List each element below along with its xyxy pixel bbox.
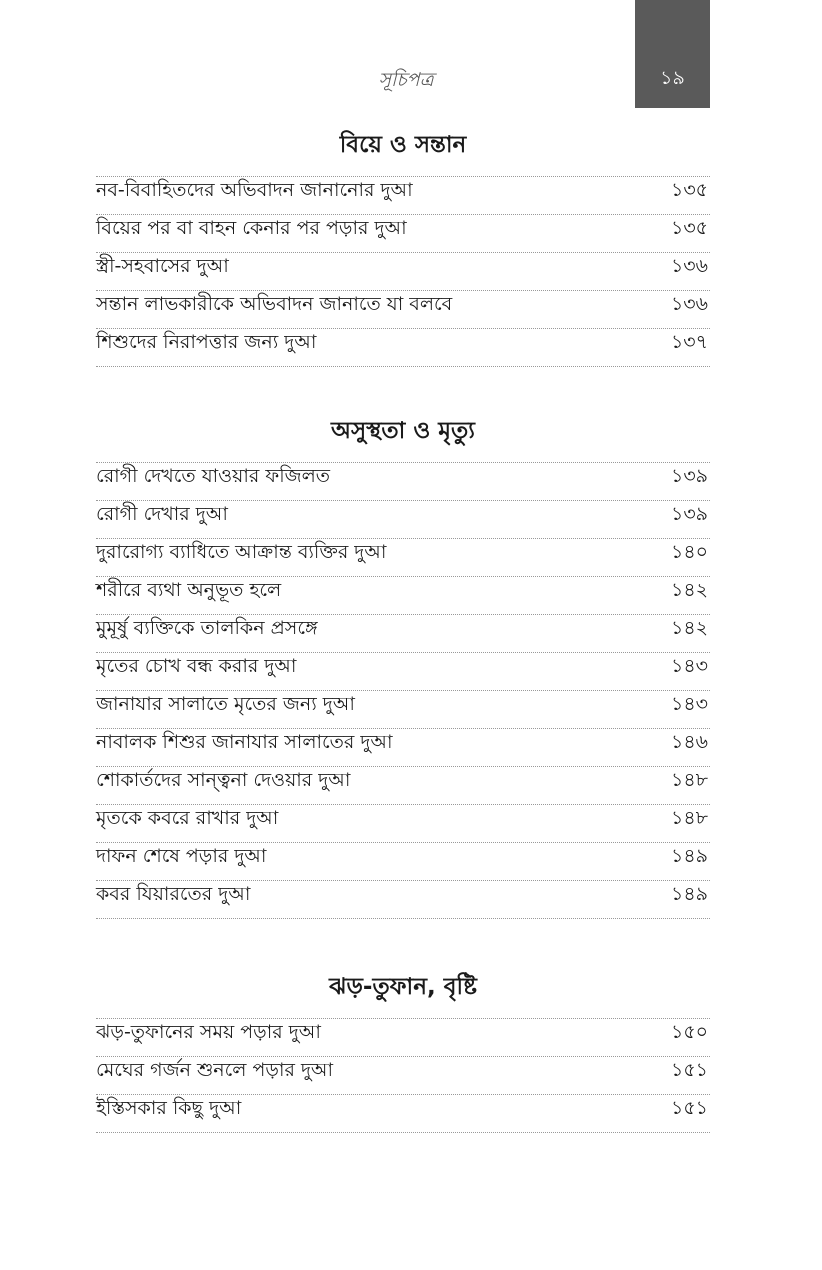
toc-entry[interactable] xyxy=(96,1095,710,1133)
toc-entry-page: ১৪২ xyxy=(670,579,708,601)
toc-entry-page: ১৩৯ xyxy=(670,503,708,525)
toc-entry[interactable] xyxy=(96,329,710,367)
toc-entry-title: মৃতকে কবরে রাখার দুআ xyxy=(96,807,279,829)
toc-entry-page: ১৪৩ xyxy=(670,655,708,677)
toc-entry[interactable] xyxy=(96,843,710,881)
toc-entry[interactable] xyxy=(96,577,710,615)
toc-entry-page: ১৫১ xyxy=(671,1097,708,1119)
toc-entry-page: ১৫০ xyxy=(670,1021,708,1043)
toc-entry-page: ১৪৩ xyxy=(670,693,708,715)
toc-entry-title: দাফন শেষে পড়ার দুআ xyxy=(96,845,267,867)
toc-entry-title: রোগী দেখার দুআ xyxy=(96,503,228,525)
section-illness-death xyxy=(96,416,710,919)
toc-entry-title: শোকার্তদের সান্ত্বনা দেওয়ার দুআ xyxy=(96,769,351,791)
toc-entry-title: বিয়ের পর বা বাহন কেনার পর পড়ার দুআ xyxy=(96,217,407,239)
toc-entry-page: ১৩৫ xyxy=(670,217,708,239)
section-marriage-children xyxy=(96,130,710,367)
toc-entry[interactable] xyxy=(96,539,710,577)
toc-entry-title: শরীরে ব্যথা অনুভূত হলে xyxy=(96,579,282,601)
section-title: অসুস্থতা ও মৃত্যু xyxy=(331,418,475,444)
toc-entry[interactable] xyxy=(96,615,710,653)
toc-entry-title: শিশুদের নিরাপত্তার জন্য দুআ xyxy=(96,331,317,353)
toc-entry-page: ১৪৬ xyxy=(670,731,708,753)
toc-entry-page: ১৪৮ xyxy=(671,807,708,829)
toc-entry[interactable] xyxy=(96,253,710,291)
toc-entry[interactable] xyxy=(96,177,710,215)
toc-entry[interactable] xyxy=(96,291,710,329)
toc-entry[interactable] xyxy=(96,805,710,843)
toc-entry[interactable] xyxy=(96,881,710,919)
toc-entry[interactable] xyxy=(96,215,710,253)
section-title: বিয়ে ও সন্তান xyxy=(339,132,467,158)
running-header: সূচিপত্র xyxy=(378,69,434,91)
toc-entry[interactable] xyxy=(96,501,710,539)
toc-list xyxy=(96,462,710,919)
toc-entry-title: স্ত্রী-সহবাসের দুআ xyxy=(96,255,229,277)
page-number: ১৯ xyxy=(660,67,685,89)
toc-entry-page: ১৪৮ xyxy=(671,769,708,791)
page-number-tab xyxy=(635,0,710,108)
toc-entry[interactable] xyxy=(96,729,710,767)
toc-list xyxy=(96,176,710,367)
section-title: ঝড়-তুফান, বৃষ্টি xyxy=(329,974,477,1000)
toc-entry[interactable] xyxy=(96,1019,710,1057)
toc-entry-title: সন্তান লাভকারীকে অভিবাদন জানাতে যা বলবে xyxy=(96,293,453,315)
toc-entry-title: জানাযার সালাতে মৃতের জন্য দুআ xyxy=(96,693,355,715)
toc-entry-title: মুমূর্ষু ব্যক্তিকে তালকিন প্রসঙ্গে xyxy=(96,617,318,639)
toc-entry-title: রোগী দেখতে যাওয়ার ফজিলত xyxy=(96,465,331,487)
toc-entry-title: নব-বিবাহিতদের অভিবাদন জানানোর দুআ xyxy=(96,179,413,201)
toc-entry-page: ১৩৬ xyxy=(670,255,708,277)
toc-entry-title: মেঘের গর্জন শুনলে পড়ার দুআ xyxy=(96,1059,334,1081)
toc-entry-page: ১৩৫ xyxy=(670,179,708,201)
section-storm-rain xyxy=(96,972,710,1133)
toc-entry-page: ১৪০ xyxy=(670,541,708,563)
toc-entry[interactable] xyxy=(96,1057,710,1095)
toc-entry-title: নাবালক শিশুর জানাযার সালাতের দুআ xyxy=(96,731,393,753)
toc-entry[interactable] xyxy=(96,767,710,805)
toc-entry-title: মৃতের চোখ বন্ধ করার দুআ xyxy=(96,655,297,677)
toc-entry-title: দুরারোগ্য ব্যাধিতে আক্রান্ত ব্যক্তির দুআ xyxy=(96,541,387,563)
toc-entry[interactable] xyxy=(96,463,710,501)
toc-entry-title: ঝড়-তুফানের সময় পড়ার দুআ xyxy=(96,1021,321,1043)
toc-entry[interactable] xyxy=(96,691,710,729)
toc-entry-page: ১৩৬ xyxy=(670,293,708,315)
toc-entry-page: ১৪৯ xyxy=(671,845,708,867)
toc-entry-page: ১৪২ xyxy=(670,617,708,639)
toc-entry-page: ১৪৯ xyxy=(671,883,708,905)
toc-entry[interactable] xyxy=(96,653,710,691)
toc-entry-page: ১৩৯ xyxy=(670,465,708,487)
toc-entry-title: ইস্তিসকার কিছু দুআ xyxy=(96,1097,242,1119)
toc-entry-page: ১৩৭ xyxy=(670,331,708,353)
toc-entry-title: কবর যিয়ারতের দুআ xyxy=(96,883,251,905)
toc-entry-page: ১৫১ xyxy=(671,1059,708,1081)
toc-list xyxy=(96,1018,710,1133)
